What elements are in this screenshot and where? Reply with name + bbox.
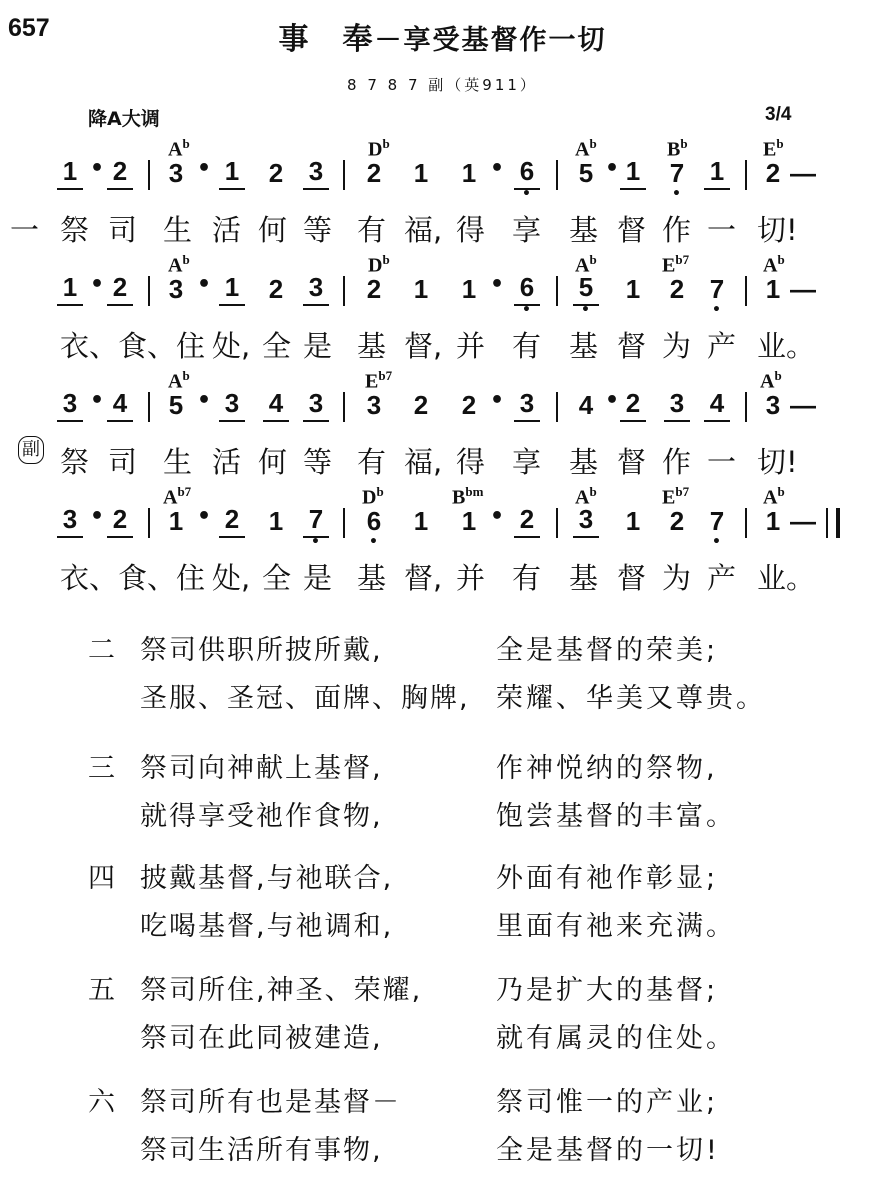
note: 3 (57, 504, 83, 538)
verse-line: 祭司向神献上基督, (140, 753, 383, 784)
lyric: 是 (303, 561, 333, 595)
note: 3 (303, 388, 329, 422)
lyric: 基 (357, 561, 387, 595)
verse-line: 就得享受祂作食物, (140, 801, 383, 832)
lyric: 督, (404, 561, 443, 595)
chord: $A^b$ (575, 484, 597, 509)
title-sub: －享受基督作一切 (374, 25, 607, 56)
dash: — (790, 506, 816, 536)
chord: $A^b$ (168, 368, 190, 393)
refrain-marker: 副 (18, 436, 44, 464)
note: 1 (765, 506, 781, 536)
note: 2 (366, 158, 382, 188)
note-row (0, 388, 885, 436)
note: 4 (263, 388, 289, 422)
verse-line: 乃是扩大的基督; (496, 975, 719, 1006)
note: 2 (107, 156, 133, 190)
duration-dot: • (90, 504, 105, 529)
barline (556, 392, 558, 422)
lyric: 业。 (757, 329, 816, 363)
note: 3 (573, 504, 599, 538)
lyric: 业。 (757, 561, 816, 595)
music-system-1 (0, 136, 885, 246)
lyric: 基 (569, 329, 599, 363)
lyric: 基 (569, 561, 599, 595)
note: 3 (303, 272, 329, 306)
lyric: 祭 (60, 213, 90, 247)
chord: $E^{b7}$ (662, 484, 690, 509)
barline (343, 508, 345, 538)
verse-number: 五 (88, 975, 115, 1006)
note: 3 (303, 156, 329, 190)
lyric: 等 (303, 213, 333, 247)
chord: $A^b$ (760, 368, 782, 393)
octave-dot: • (712, 302, 721, 318)
chord: $D^b$ (368, 252, 390, 277)
barline (148, 160, 150, 190)
lyric: 督 (617, 561, 647, 595)
lyric: 活 (212, 445, 242, 479)
verse-line: 吃喝基督,与祂调和, (140, 911, 394, 942)
lyric: 一 (707, 445, 737, 479)
chord: $E^{b7}$ (662, 252, 690, 277)
note: 2 (514, 504, 540, 538)
verse-line: 祭司供职所披所戴, (140, 635, 383, 666)
note: 2 (669, 274, 685, 304)
note: 5 (578, 158, 594, 188)
note: 2 (107, 272, 133, 306)
note: 7 (709, 506, 725, 536)
lyric: 全 (262, 329, 292, 363)
note: 1 (765, 274, 781, 304)
octave-dot: • (522, 302, 531, 318)
duration-dot: • (490, 272, 505, 297)
note: 3 (57, 388, 83, 422)
verse-line: 祭司惟一的产业; (496, 1087, 719, 1118)
lyric: 得 (456, 445, 486, 479)
note: 7 (709, 274, 725, 304)
chord: $A^{b7}$ (163, 484, 192, 509)
dash: — (790, 158, 816, 188)
lyric: 督, (404, 329, 443, 363)
chord: $A^b$ (168, 252, 190, 277)
note: 1 (461, 506, 477, 536)
lyric: 等 (303, 445, 333, 479)
note: 7 (669, 158, 685, 188)
note: 4 (578, 390, 594, 420)
lyric: 得 (456, 213, 486, 247)
note: 2 (413, 390, 429, 420)
lyric: 活 (212, 213, 242, 247)
octave-dot: • (522, 186, 531, 202)
duration-dot: • (197, 504, 212, 529)
note: 3 (366, 390, 382, 420)
lyric: 切! (757, 445, 798, 479)
lyric: 福, (404, 445, 443, 479)
verse-line: 外面有祂作彰显; (496, 863, 719, 894)
octave-dot: • (672, 186, 681, 202)
note: 3 (765, 390, 781, 420)
music-system-4 (0, 484, 885, 594)
verse-line: 全是基督的荣美; (496, 635, 719, 666)
chord: $D^b$ (362, 484, 384, 509)
verse-line: 里面有祂来充满。 (496, 911, 736, 942)
note: 1 (219, 272, 245, 306)
barline (745, 392, 747, 422)
meter-line: 8 7 8 7 副（英911） (347, 76, 538, 94)
chord: $B^b$ (667, 136, 688, 161)
lyric: 有 (512, 561, 542, 595)
time-signature: 3/4 (765, 104, 792, 125)
octave-dot: • (369, 534, 378, 550)
lyric: 并 (456, 561, 486, 595)
verse-line: 作神悦纳的祭物, (496, 753, 718, 784)
music-system-3 (0, 368, 885, 478)
note: 2 (268, 274, 284, 304)
note: 2 (366, 274, 382, 304)
note: 3 (219, 388, 245, 422)
lyric: 司 (108, 213, 138, 247)
barline (343, 392, 345, 422)
note: 2 (268, 158, 284, 188)
note: 1 (704, 156, 730, 190)
duration-dot: • (605, 156, 620, 181)
note: 3 (168, 158, 184, 188)
note: 3 (664, 388, 690, 422)
lyric: 生 (163, 213, 193, 247)
note: 2 (107, 504, 133, 538)
note: 1 (413, 506, 429, 536)
lyric: 督 (617, 329, 647, 363)
note: 1 (620, 156, 646, 190)
lyric: 是 (303, 329, 333, 363)
note: 2 (765, 158, 781, 188)
lyric: 为 (662, 329, 692, 363)
lyric: 有 (512, 329, 542, 363)
hymn-number: 657 (8, 14, 50, 42)
lyric: 何 (258, 445, 288, 479)
note: 1 (413, 158, 429, 188)
lyric: 有 (357, 445, 387, 479)
lyric: 司 (108, 445, 138, 479)
note: 5 (573, 272, 599, 306)
barline (148, 392, 150, 422)
barline (556, 508, 558, 538)
note: 6 (514, 272, 540, 306)
duration-dot: • (90, 272, 105, 297)
note: 1 (57, 156, 83, 190)
lyric: 享 (512, 213, 542, 247)
note-row (0, 504, 885, 552)
note: 2 (219, 504, 245, 538)
lyric: 有 (357, 213, 387, 247)
lyric: 切! (757, 213, 798, 247)
chord: $A^b$ (763, 484, 785, 509)
barline (745, 160, 747, 190)
dash: — (790, 390, 816, 420)
lyric: 生 (163, 445, 193, 479)
verse-line: 祭司在此同被建造, (140, 1023, 383, 1054)
duration-dot: • (490, 504, 505, 529)
octave-dot: • (712, 534, 721, 550)
chord: $A^b$ (168, 136, 190, 161)
lyric: 处, (212, 561, 251, 595)
duration-dot: • (605, 388, 620, 413)
title-main: 事 奉 (278, 22, 375, 57)
chord: $A^b$ (575, 252, 597, 277)
barline (148, 276, 150, 306)
lyric: 衣、食、住 (60, 561, 206, 595)
barline (556, 276, 558, 306)
verse-line: 祭司生活所有事物, (140, 1135, 383, 1166)
duration-dot: • (490, 156, 505, 181)
verse-line: 祭司所住,神圣、荣耀, (140, 975, 423, 1006)
chord: $A^b$ (575, 136, 597, 161)
barline (745, 276, 747, 306)
barline (556, 160, 558, 190)
barline (343, 160, 345, 190)
verse-number: 一 (10, 213, 40, 247)
note: 1 (413, 274, 429, 304)
lyric: 衣、食、住 (60, 329, 206, 363)
note: 4 (704, 388, 730, 422)
verse-line: 饱尝基督的丰富。 (496, 801, 736, 832)
lyric: 作 (662, 213, 692, 247)
duration-dot: • (90, 388, 105, 413)
chord: $A^b$ (763, 252, 785, 277)
verse-number: 三 (88, 753, 115, 784)
final-barline (826, 508, 840, 538)
octave-dot: • (581, 302, 590, 318)
lyric: 基 (569, 445, 599, 479)
hymn-title (0, 14, 885, 58)
duration-dot: • (197, 272, 212, 297)
octave-dot: • (311, 534, 320, 550)
verse-line: 圣服、圣冠、面牌、胸牌, (140, 683, 470, 714)
key-signature: 降A大调 (88, 108, 160, 130)
note: 5 (168, 390, 184, 420)
note-row (0, 272, 885, 320)
note: 2 (669, 506, 685, 536)
note: 2 (620, 388, 646, 422)
note: 2 (461, 390, 477, 420)
verse-line: 全是基督的一切! (496, 1135, 720, 1166)
lyric: 一 (707, 213, 737, 247)
note: 1 (268, 506, 284, 536)
lyric: 督 (617, 445, 647, 479)
barline (343, 276, 345, 306)
lyric: 作 (662, 445, 692, 479)
lyric: 享 (512, 445, 542, 479)
duration-dot: • (490, 388, 505, 413)
lyric: 基 (569, 213, 599, 247)
lyric: 产 (707, 561, 737, 595)
verse-line: 就有属灵的住处。 (496, 1023, 736, 1054)
chord: $E^{b7}$ (365, 368, 393, 393)
note: 1 (168, 506, 184, 536)
verse-line: 披戴基督,与祂联合, (140, 863, 394, 894)
note: 1 (57, 272, 83, 306)
lyric: 产 (707, 329, 737, 363)
note: 6 (366, 506, 382, 536)
note: 6 (514, 156, 540, 190)
lyric: 祭 (60, 445, 90, 479)
duration-dot: • (197, 156, 212, 181)
note: 3 (168, 274, 184, 304)
duration-dot: • (197, 388, 212, 413)
verse-number: 六 (88, 1087, 115, 1118)
verse-line: 荣耀、华美又尊贵。 (496, 683, 766, 714)
barline (148, 508, 150, 538)
dash: — (790, 274, 816, 304)
note: 1 (625, 274, 641, 304)
note: 1 (461, 158, 477, 188)
lyric: 督 (617, 213, 647, 247)
note-row (0, 156, 885, 204)
chord: $D^b$ (368, 136, 390, 161)
lyric: 并 (456, 329, 486, 363)
verse-number: 二 (88, 635, 115, 666)
lyric: 福, (404, 213, 443, 247)
note: 1 (461, 274, 477, 304)
note: 4 (107, 388, 133, 422)
note: 7 (303, 504, 329, 538)
note: 3 (514, 388, 540, 422)
music-system-2 (0, 252, 885, 362)
lyric: 何 (258, 213, 288, 247)
chord: $B^{bm}$ (452, 484, 484, 509)
verse-number: 四 (88, 863, 115, 894)
note: 1 (625, 506, 641, 536)
note: 1 (219, 156, 245, 190)
lyric: 处, (212, 329, 251, 363)
verse-line: 祭司所有也是基督－ (140, 1087, 401, 1118)
lyric: 基 (357, 329, 387, 363)
lyric: 为 (662, 561, 692, 595)
chord: $E^b$ (763, 136, 784, 161)
barline (745, 508, 747, 538)
lyric: 全 (262, 561, 292, 595)
duration-dot: • (90, 156, 105, 181)
